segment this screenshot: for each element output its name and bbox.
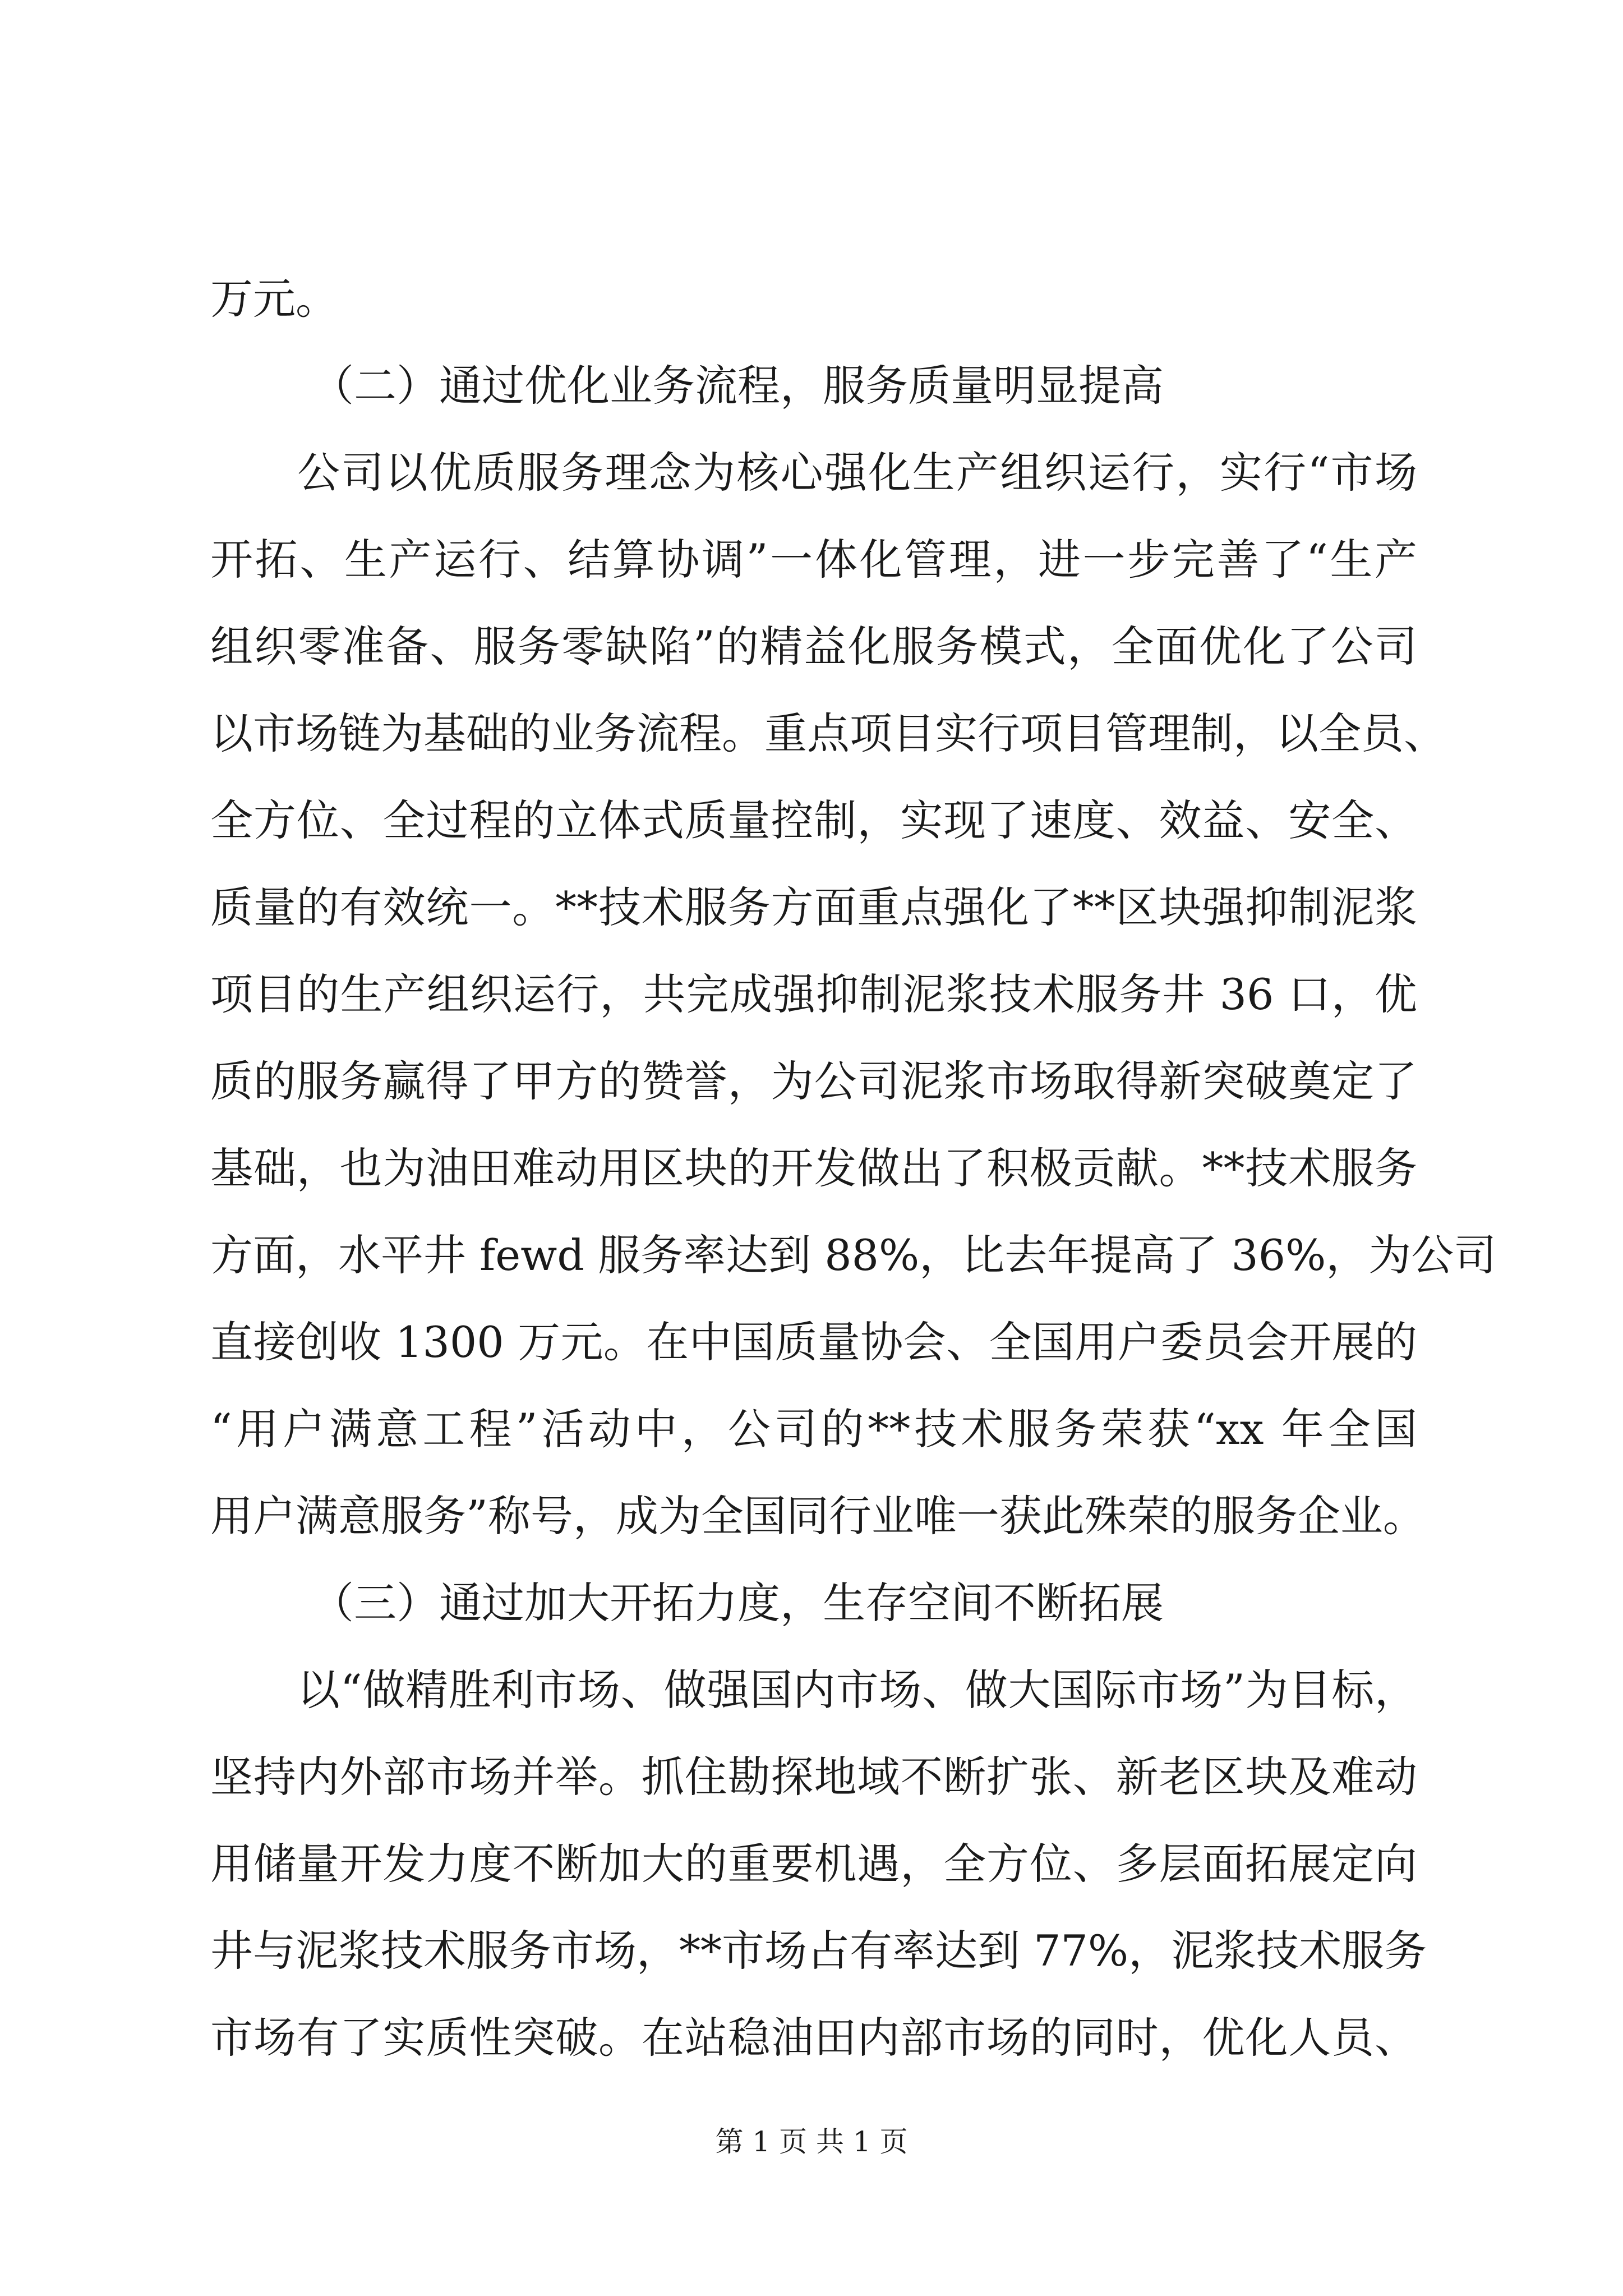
paragraph-line: 质量的有效统一。**技术服务方面重点强化了**区块强抑制泥浆: [210, 882, 1417, 932]
paragraph-line: 组织零准备、服务零缺陷”的精益化服务模式，全面优化了公司: [210, 622, 1417, 671]
paragraph-line: 用户满意服务”称号，成为全国同行业唯一获此殊荣的服务企业。: [210, 1491, 1426, 1541]
section-heading-3: （三）通过加大开拓力度，生存空间不断拓展: [311, 1578, 1164, 1628]
paragraph-line: 井与泥浆技术服务市场，**市场占有率达到 77%，泥浆技术服务: [210, 1926, 1427, 1976]
paragraph-line: 方面，水平井 fewd 服务率达到 88%，比去年提高了 36%，为公司: [210, 1230, 1497, 1280]
body-text: [210, 255, 1497, 2081]
paragraph-line: 坚持内外部市场并举。抓住勘探地域不断扩张、新老区块及难动: [210, 1752, 1417, 1802]
paragraph-line: 开拓、生产运行、结算协调”一体化管理，进一步完善了“生产: [210, 535, 1417, 585]
paragraph-line: 公司以优质服务理念为核心强化生产组织运行，实行“市场: [297, 448, 1417, 498]
paragraph-line: 基础，也为油田难动用区块的开发做出了积极贡献。**技术服务: [210, 1143, 1417, 1193]
section-heading-2: （二）通过优化业务流程，服务质量明显提高: [311, 361, 1164, 411]
paragraph-line: “用户满意工程”活动中，公司的**技术服务荣获“xx 年全国: [210, 1404, 1417, 1454]
paragraph-line: 万元。: [210, 274, 338, 324]
paragraph-line: 以“做精胜利市场、做强国内市场、做大国际市场”为目标，: [297, 1665, 1417, 1715]
paragraph-line: 项目的生产组织运行，共完成强抑制泥浆技术服务井 36 口，优: [210, 969, 1417, 1019]
paragraph-line: 以市场链为基础的业务流程。重点项目实行项目管理制，以全员、: [210, 708, 1446, 758]
paragraph-line: 用储量开发力度不断加大的重要机遇，全方位、多层面拓展定向: [210, 1839, 1417, 1889]
paragraph-line: 市场有了实质性突破。在站稳油田内部市场的同时，优化人员、: [210, 2013, 1417, 2063]
paragraph-line: 直接创收 1300 万元。在中国质量协会、全国用户委员会开展的: [210, 1317, 1417, 1367]
paragraph-line: 质的服务赢得了甲方的赞誉，为公司泥浆市场取得新突破奠定了: [210, 1056, 1417, 1106]
page-footer: 第 1 页 共 1 页: [715, 2125, 908, 2158]
paragraph-line: 全方位、全过程的立体式质量控制，实现了速度、效益、安全、: [210, 795, 1417, 845]
